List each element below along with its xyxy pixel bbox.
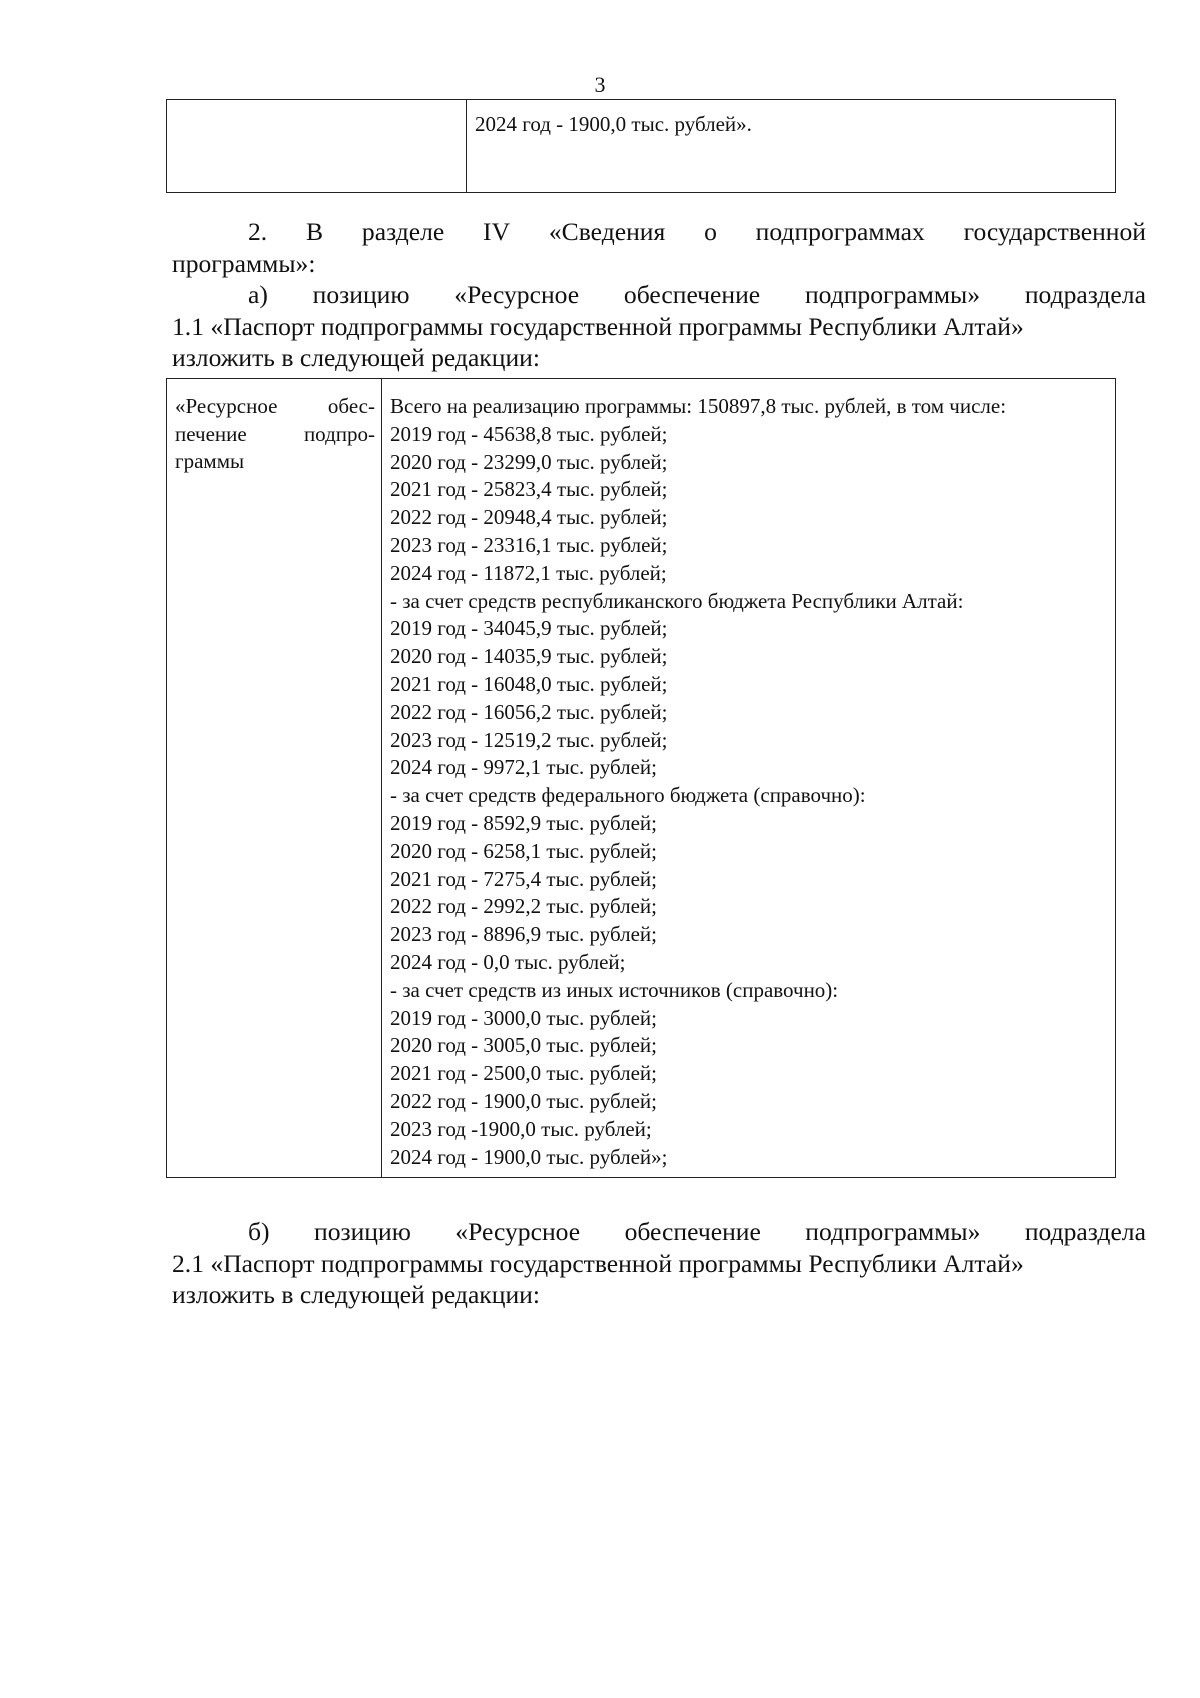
funding-line: 2022 год - 16056,2 тыс. рублей; <box>390 699 668 724</box>
word: «Сведения <box>548 217 666 246</box>
paragraph-b-line-2: 2.1 «Паспорт подпрограммы государственной программы Республики Алтай» <box>172 1248 1024 1278</box>
funding-line: 2024 год - 0,0 тыс. рублей; <box>390 949 626 974</box>
resource-support-values-cell <box>382 379 1116 1178</box>
funding-line: 2021 год - 25823,4 тыс. рублей; <box>390 477 668 502</box>
funding-line: Всего на реализацию программы: 150897,8 тыс. рублей, в том числе: <box>390 394 1007 418</box>
continuation-table <box>166 99 1116 193</box>
funding-line: 2023 год - 8896,9 тыс. рублей; <box>390 922 658 947</box>
label-line <box>175 421 375 449</box>
funding-line: 2021 год - 16048,0 тыс. рублей; <box>390 671 668 696</box>
funding-line: - за счет средств федерального бюджета (справочно): <box>390 783 866 808</box>
paragraph-2-line-2: программы»: <box>172 248 316 278</box>
funding-line: - за счет средств республиканского бюджета Республики Алтай: <box>390 588 964 613</box>
word: IV <box>483 217 511 246</box>
continuation-table-left-cell <box>167 100 467 193</box>
funding-line: - за счет средств из иных источников (справочно): <box>390 977 839 1002</box>
word: обеспечение <box>624 1217 761 1246</box>
word: а) <box>248 280 268 309</box>
resource-support-table <box>166 378 1116 1178</box>
word: «Ресурсное <box>454 280 580 309</box>
funding-line: 2020 год - 6258,1 тыс. рублей; <box>390 838 658 863</box>
label-line <box>175 393 375 421</box>
word: подпрограммы» <box>805 1217 981 1246</box>
paragraph-2-line-1 <box>172 216 1146 248</box>
funding-line: 2020 год - 23299,0 тыс. рублей; <box>390 449 668 474</box>
word: позицию <box>314 1217 411 1246</box>
word: подпрограммах <box>755 217 925 246</box>
word: подпрограммы» <box>804 280 981 309</box>
paragraph-a-line-2: 1.1 «Паспорт подпрограммы государственной программы Республики Алтай» <box>172 311 1024 341</box>
word: печение <box>175 421 247 446</box>
paragraph-b-line-1 <box>172 1216 1146 1248</box>
funding-line: 2019 год - 45638,8 тыс. рублей; <box>390 421 668 446</box>
word: подраздела <box>1024 1217 1146 1246</box>
funding-line: 2019 год - 34045,9 тыс. рублей; <box>390 616 668 641</box>
word: 2. <box>248 217 268 246</box>
funding-line: 2022 год - 20948,4 тыс. рублей; <box>390 505 668 530</box>
paragraph-a <box>172 279 1146 374</box>
word: государственной <box>963 217 1146 246</box>
funding-line: 2019 год - 3000,0 тыс. рублей; <box>390 1005 658 1030</box>
word: подраздела <box>1024 280 1146 309</box>
paragraph-a-line-3: изложить в следующей редакции: <box>172 343 540 372</box>
paragraph-b <box>172 1216 1146 1311</box>
word: разделе <box>361 217 445 246</box>
word: обес- <box>327 394 375 418</box>
word: В <box>306 217 324 246</box>
label-line: граммы <box>175 449 245 473</box>
paragraph-2 <box>172 216 1146 279</box>
paragraph-b-line-3: изложить в следующей редакции: <box>172 1280 540 1309</box>
word: «Ресурсное <box>175 394 278 418</box>
funding-line: 2023 год - 12519,2 тыс. рублей; <box>390 727 668 752</box>
paragraph-a-line-1 <box>172 279 1146 311</box>
word: обеспечение <box>623 280 761 309</box>
funding-line: 2024 год - 1900,0 тыс. рублей»; <box>390 1144 668 1169</box>
funding-line: 2020 год - 14035,9 тыс. рублей; <box>390 644 668 669</box>
word: позицию <box>312 280 410 309</box>
funding-line: 2024 год - 9972,1 тыс. рублей; <box>390 755 658 780</box>
word: «Ресурсное <box>455 1217 581 1246</box>
page-number: 3 <box>594 72 606 97</box>
funding-line: 2020 год - 3005,0 тыс. рублей; <box>390 1033 658 1058</box>
funding-line: 2022 год - 2992,2 тыс. рублей; <box>390 894 658 919</box>
funding-line: 2023 год -1900,0 тыс. рублей; <box>390 1116 652 1141</box>
funding-line: 2022 год - 1900,0 тыс. рублей; <box>390 1088 658 1113</box>
word: подпро- <box>303 421 375 446</box>
funding-line: 2024 год - 11872,1 тыс. рублей; <box>390 560 667 585</box>
continuation-table-right-cell: 2024 год - 1900,0 тыс. рублей». <box>467 100 1116 193</box>
funding-line: 2021 год - 7275,4 тыс. рублей; <box>390 866 658 891</box>
funding-line: 2019 год - 8592,9 тыс. рублей; <box>390 810 658 835</box>
resource-support-label-cell <box>167 379 382 1178</box>
word: б) <box>248 1217 270 1246</box>
word: о <box>704 217 717 246</box>
funding-line: 2023 год - 23316,1 тыс. рублей; <box>390 532 668 557</box>
funding-line: 2021 год - 2500,0 тыс. рублей; <box>390 1061 658 1086</box>
